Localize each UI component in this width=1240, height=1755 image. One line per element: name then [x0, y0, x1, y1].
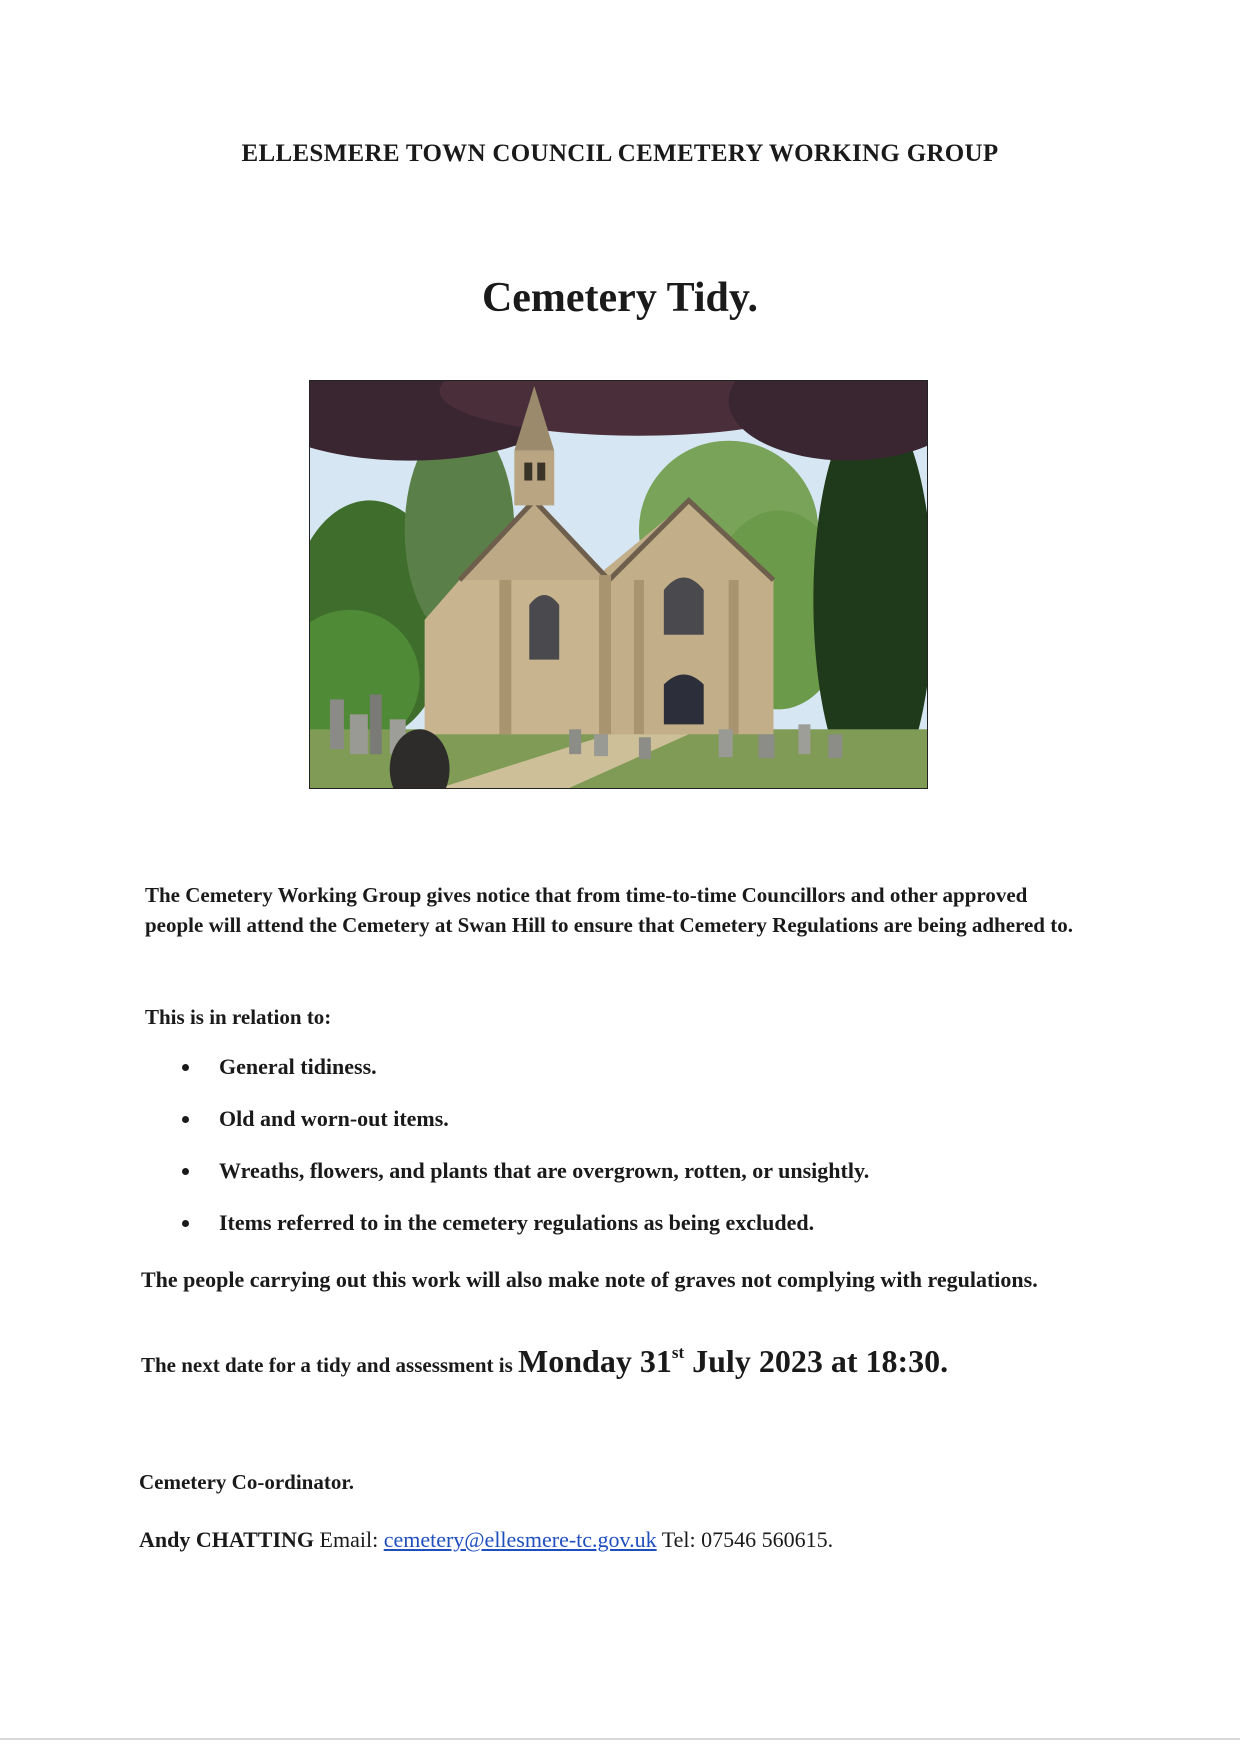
list-item-text: Items referred to in the cemetery regulations as being excluded.	[219, 1210, 815, 1235]
list-item	[145, 1208, 1095, 1260]
list-item-text: General tidiness.	[219, 1054, 377, 1079]
coordinator-title: Cemetery Co-ordinator.	[139, 1470, 354, 1494]
tel-number: 07546 560615.	[701, 1527, 834, 1552]
next-date-line	[141, 1343, 1141, 1380]
intro-paragraph: The Cemetery Working Group gives notice that from time-to-time Councillors and other approved people will attend the Cemetery at Swan Hill to ensure that Cemetery Regulations are being adhered to.	[145, 883, 1073, 937]
coordinator-name: Andy CHATTING	[139, 1527, 315, 1552]
list-item-text: Old and worn-out items.	[219, 1106, 449, 1131]
ordinal-suffix: st	[671, 1343, 685, 1362]
contact-line	[139, 1527, 833, 1553]
email-label: Email:	[319, 1527, 379, 1552]
list-item	[145, 1156, 1095, 1208]
bullet-icon	[182, 1116, 189, 1123]
list-item	[145, 1104, 1095, 1156]
page-title: Cemetery Tidy.	[481, 275, 759, 321]
list-item	[145, 1052, 1095, 1104]
page-bottom-edge	[0, 1738, 1240, 1740]
list-item-text: Wreaths, flowers, and plants that are overgrown, rotten, or unsightly.	[219, 1158, 870, 1183]
next-date-prefix: The next date for a tidy and assessment is	[141, 1353, 513, 1377]
bullet-icon	[182, 1220, 189, 1227]
church-photo	[309, 380, 928, 789]
email-link[interactable]: cemetery@ellesmere-tc.gov.uk	[383, 1527, 657, 1552]
items-list	[145, 1052, 1095, 1260]
page-header: ELLESMERE TOWN COUNCIL CEMETERY WORKING GROUP	[241, 140, 999, 167]
next-date-day: Monday 31st July 2023 at 18:30.	[518, 1343, 949, 1379]
relation-heading: This is in relation to:	[145, 1005, 332, 1029]
tel-label: Tel:	[661, 1527, 696, 1552]
people-note: The people carrying out this work will also make note of graves not complying with regulations.	[141, 1267, 1038, 1292]
bullet-icon	[182, 1168, 189, 1175]
bullet-icon	[182, 1064, 189, 1071]
